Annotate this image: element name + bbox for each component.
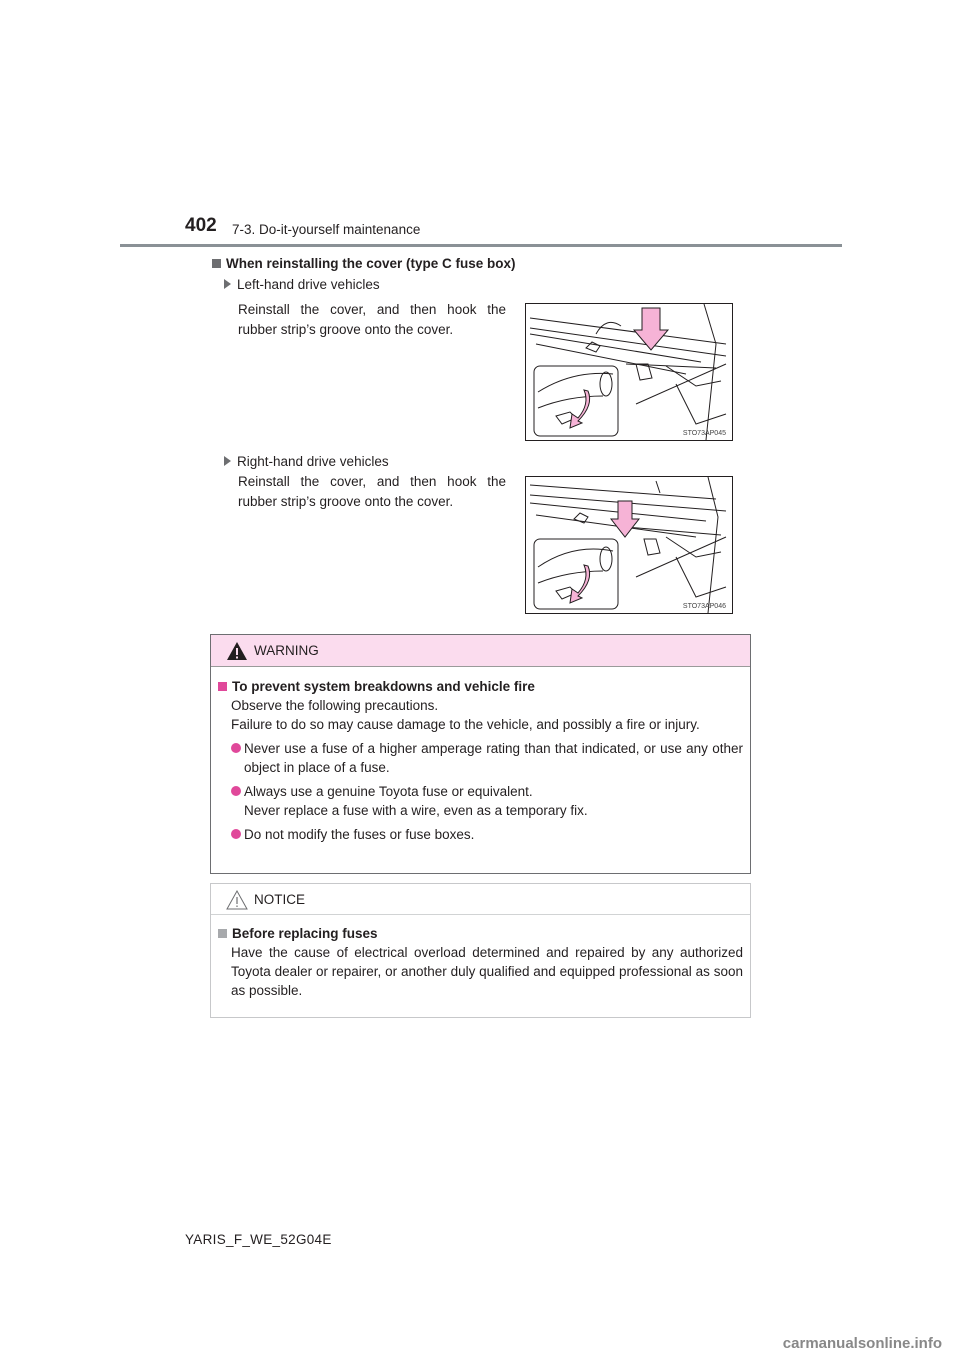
hook-arrow-icon	[570, 390, 590, 428]
notice-title-text: Before replacing fuses	[232, 926, 378, 941]
lhd-figure	[525, 303, 733, 441]
triangle-bullet-icon	[224, 279, 231, 289]
warning-bullet	[218, 782, 743, 820]
notice-body	[218, 926, 743, 1000]
warning-label: WARNING	[254, 643, 319, 658]
doc-code: YARIS_F_WE_52G04E	[185, 1232, 332, 1247]
warning-header	[211, 635, 750, 667]
lhd-illustration	[526, 304, 732, 440]
warning-bullet-text-2: Never replace a fuse with a wire, even as a temporary fix.	[244, 803, 588, 818]
page-number: 402	[185, 215, 217, 236]
subheading	[212, 256, 516, 271]
down-arrow-icon	[611, 501, 639, 537]
triangle-bullet-icon	[224, 456, 231, 466]
warning-bullet-text: Never use a fuse of a higher amperage rating than that indicated, or use any other object in place of a fuse.	[244, 741, 743, 775]
rhd-instruction: Reinstall the cover, and then hook the rubber strip’s groove onto the cover.	[238, 474, 506, 509]
circle-bullet-icon	[231, 829, 241, 839]
warning-intro-2: Failure to do so may cause damage to the vehicle, and possibly a fire or injury.	[231, 717, 700, 732]
rhd-illustration	[526, 477, 732, 613]
notice-text: Have the cause of electrical overload determined and repaired by any authorized Toyota dealer or repairer, or another duly qualified and equipped professional as soon as possible.	[231, 945, 743, 998]
square-bullet-icon	[218, 682, 227, 691]
warning-bullet	[218, 739, 743, 777]
caution-triangle-icon	[226, 890, 248, 910]
watermark: carmanualsonline.info	[782, 1335, 942, 1352]
notice-header	[211, 884, 750, 915]
warning-bullet	[218, 825, 743, 844]
warning-box	[210, 634, 751, 874]
lhd-instruction: Reinstall the cover, and then hook the rubber strip’s groove onto the cover.	[238, 302, 506, 337]
rhd-figure-code: STO73AP046	[682, 603, 726, 610]
rhd-label	[224, 454, 389, 469]
lhd-label-text: Left-hand drive vehicles	[237, 277, 380, 292]
notice-box	[210, 883, 751, 1018]
lhd-figure-code: STO73AP045	[682, 430, 726, 437]
lhd-label	[224, 277, 380, 292]
header-rule	[120, 244, 842, 247]
warning-title-text: To prevent system breakdowns and vehicle fire	[232, 679, 535, 694]
warning-bullet-text: Always use a genuine Toyota fuse or equivalent.	[244, 784, 533, 799]
warning-intro: Observe the following precautions.	[231, 698, 439, 713]
square-bullet-icon	[212, 259, 221, 268]
notice-label: NOTICE	[254, 892, 306, 907]
warning-title	[218, 679, 743, 694]
square-bullet-icon	[218, 929, 227, 938]
hook-arrow-icon	[570, 565, 590, 603]
circle-bullet-icon	[231, 786, 241, 796]
rhd-label-text: Right-hand drive vehicles	[237, 454, 389, 469]
warning-triangle-icon	[226, 641, 248, 661]
rhd-figure	[525, 476, 733, 614]
circle-bullet-icon	[231, 743, 241, 753]
warning-body	[218, 679, 743, 844]
subheading-text: When reinstalling the cover (type C fuse box)	[226, 256, 516, 271]
section-title: 7-3. Do-it-yourself maintenance	[232, 222, 421, 237]
warning-bullet-text: Do not modify the fuses or fuse boxes.	[244, 827, 475, 842]
notice-title	[218, 926, 743, 941]
